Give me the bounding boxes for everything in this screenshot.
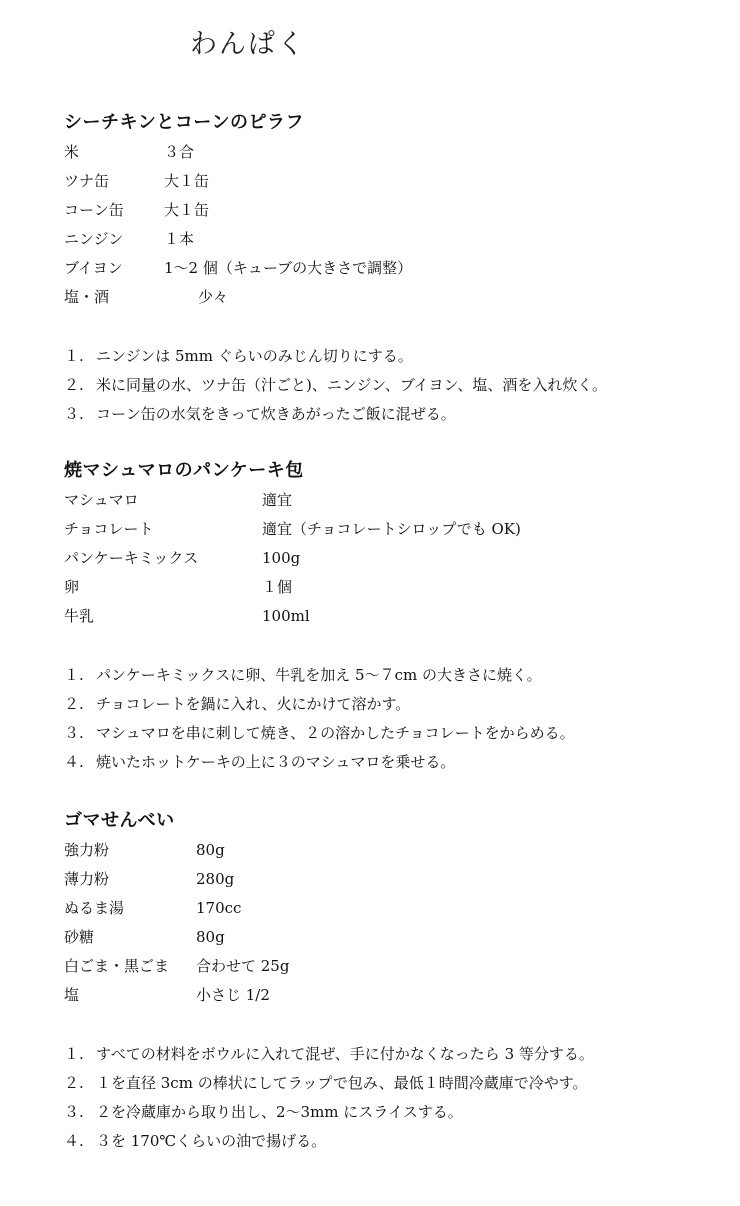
step-item [64,342,704,371]
ingredient-qty: 適宜（チョコレートシロップでも OK) [262,520,521,538]
step-item [64,748,704,777]
step-item [64,719,704,748]
ingredient-qty: 1〜2 個（キューブの大きさで調整） [164,259,413,277]
ingredient-qty: 280g [196,870,235,888]
ingredient-name: 塩 [64,986,80,1004]
step-number: １. [64,347,84,365]
step-number: ４. [64,1132,84,1150]
ingredient-qty: １本 [164,230,195,248]
step-item [64,1069,704,1098]
ingredient-row [64,196,704,225]
ingredient-qty: 170cc [196,899,242,917]
recipe-title: シーチキンとコーンのピラフ [64,112,304,133]
step-list [64,661,704,777]
ingredient-qty: 80g [196,928,225,946]
ingredient-row [64,254,704,283]
ingredient-qty: 合わせて 25g [196,957,290,975]
step-text: チョコレートを鍋に入れ、火にかけて溶かす。 [96,695,411,713]
ingredient-row [64,573,704,602]
step-text: コーン缶の水気をきって炊きあがったご飯に混ぜる。 [96,405,456,423]
step-text: ３を 170℃くらいの油で揚げる。 [96,1132,327,1150]
recipe-title: ゴマせんべい [64,810,175,831]
ingredient-row [64,486,704,515]
step-item [64,690,704,719]
step-list [64,1040,704,1156]
step-number: ２. [64,1074,84,1092]
ingredient-row [64,865,704,894]
ingredient-row [64,225,704,254]
handwritten-note: わんぱく [190,29,306,60]
ingredient-name: 白ごま・黒ごま [64,957,170,975]
ingredient-qty: 大１缶 [164,172,210,190]
ingredient-name: 牛乳 [64,607,95,625]
ingredient-qty: １個 [262,578,293,596]
step-item [64,1127,704,1156]
step-text: 焼いたホットケーキの上に３のマシュマロを乗せる。 [96,753,456,771]
ingredient-qty: 小さじ 1/2 [196,986,270,1004]
ingredient-row [64,167,704,196]
ingredient-qty: 大１缶 [164,201,210,219]
recipe-section [64,806,704,1156]
step-number: ２. [64,376,84,394]
ingredient-name: 米 [64,143,80,161]
step-number: ２. [64,695,84,713]
step-item [64,400,704,429]
ingredient-row [64,923,704,952]
ingredient-row [64,894,704,923]
ingredient-name: ブイヨン [64,259,123,277]
step-text: マシュマロを串に刺して焼き、２の溶かしたチョコレートをからめる。 [96,724,575,742]
step-item [64,371,704,400]
ingredient-row [64,138,704,167]
step-text: １を直径 3cm の棒状にしてラップで包み、最低１時間冷蔵庫で冷やす。 [96,1074,588,1092]
step-item [64,1098,704,1127]
ingredient-name: 塩・酒 [64,288,110,306]
ingredient-row [64,283,704,312]
step-number: １. [64,1045,84,1063]
ingredient-row [64,836,704,865]
recipe-section [64,456,704,777]
ingredient-row [64,952,704,981]
ingredient-qty: 適宜 [262,491,293,509]
ingredient-qty: ３合 [164,143,195,161]
step-text: パンケーキミックスに卵、牛乳を加え 5〜７cm の大きさに焼く。 [96,666,542,684]
ingredient-row [64,515,704,544]
recipe-title: 焼マシュマロのパンケーキ包 [64,460,304,481]
ingredient-name: ぬるま湯 [64,899,125,917]
ingredient-row [64,981,704,1010]
recipe-section [64,108,704,429]
step-list [64,342,704,429]
step-item [64,661,704,690]
step-number: １. [64,666,84,684]
ingredient-qty: 少々 [198,288,229,306]
ingredient-name: 砂糖 [64,928,95,946]
ingredient-name: コーン缶 [64,201,124,219]
ingredient-row [64,544,704,573]
ingredient-name: ツナ缶 [64,172,110,190]
ingredient-name: 卵 [64,578,80,596]
ingredient-name: チョコレート [64,520,154,538]
step-text: ニンジンは 5mm ぐらいのみじん切りにする。 [96,347,413,365]
ingredient-name: 薄力粉 [64,870,110,888]
step-text: 米に同量の水、ツナ缶（汁ごと)、ニンジン、ブイヨン、塩、酒を入れ炊く。 [96,376,608,394]
step-text: ２を冷蔵庫から取り出し、2〜3mm にスライスする。 [96,1103,463,1121]
step-number: ３. [64,724,84,742]
ingredient-name: パンケーキミックス [64,549,199,567]
step-number: ３. [64,405,84,423]
ingredient-qty: 100g [262,549,301,567]
ingredient-name: 強力粉 [64,841,110,859]
ingredient-qty: 100ml [262,607,310,625]
ingredient-name: ニンジン [64,230,124,248]
step-text: すべての材料をボウルに入れて混ぜ、手に付かなくなったら 3 等分する。 [96,1045,594,1063]
step-item [64,1040,704,1069]
step-number: ３. [64,1103,84,1121]
step-number: ４. [64,753,84,771]
ingredient-name: マシュマロ [64,491,139,509]
ingredient-row [64,602,704,631]
ingredient-qty: 80g [196,841,225,859]
